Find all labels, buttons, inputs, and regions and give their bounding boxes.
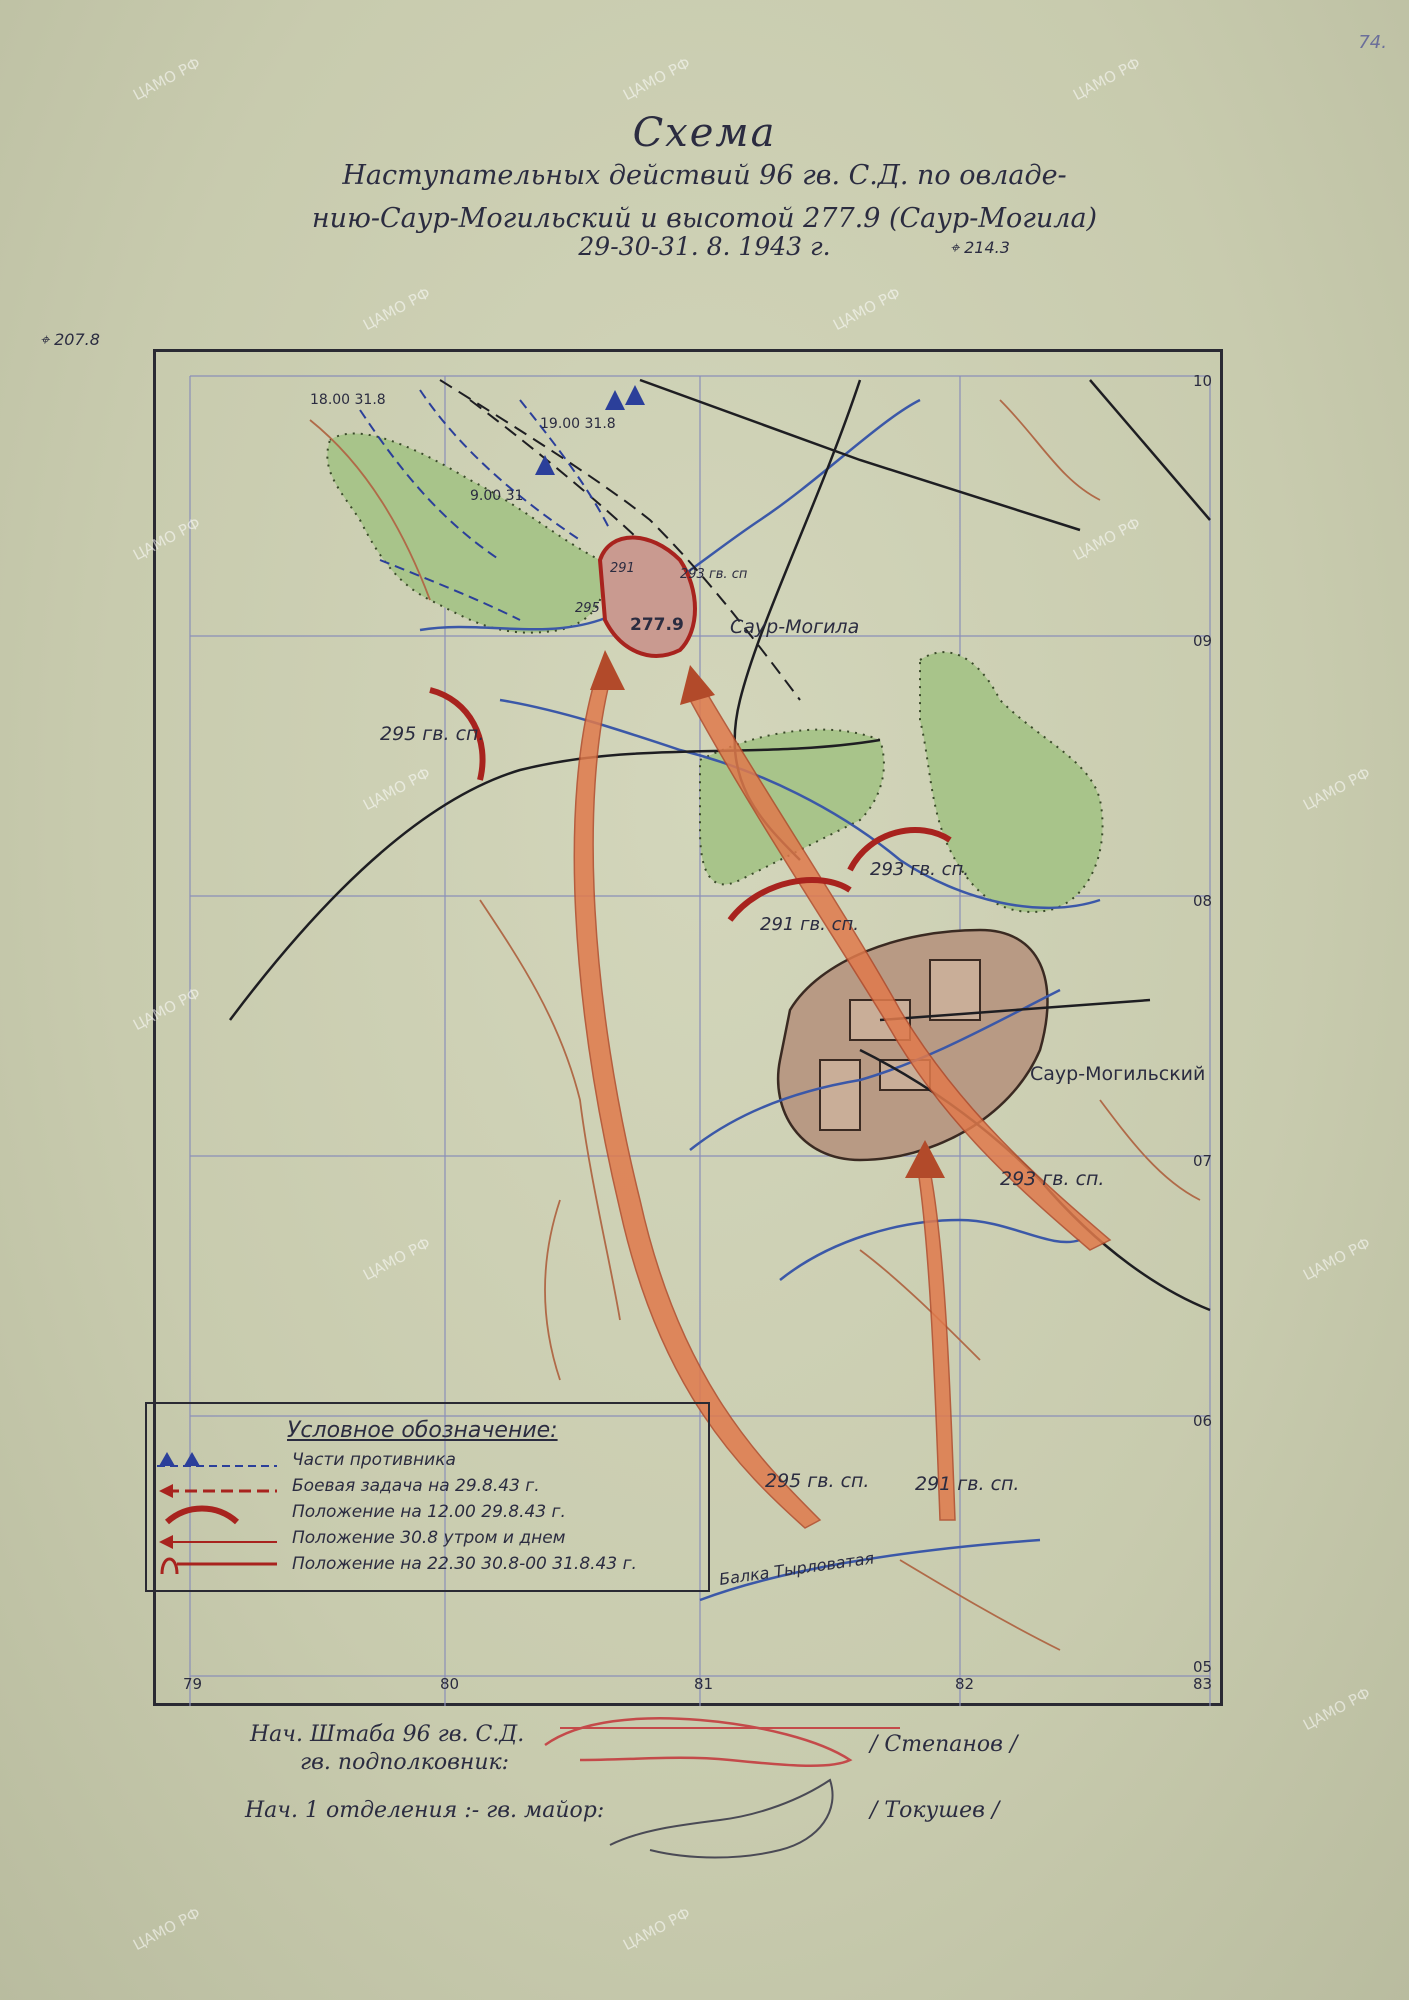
grid-x-82: 82: [955, 1675, 975, 1693]
watermark-stamp: ЦАМО РФ: [130, 53, 204, 105]
subtitle-line-3: 29-30-31. 8. 1943 г.: [578, 232, 831, 261]
unit-label-295-south: 295 гв. сп.: [765, 1470, 870, 1492]
label-saur-mogila: Саур-Могила: [730, 616, 860, 638]
road-2: [640, 380, 1080, 530]
hill-label: 277.9: [630, 615, 684, 635]
legend: [145, 1402, 710, 1592]
signature-department-chief: Нач. 1 отделения :- гв. майор:: [245, 1798, 605, 1823]
label-saur-mogilsky: Саур-Могильский: [1030, 1063, 1206, 1085]
grid-y-10: 10: [1193, 372, 1213, 390]
legend-symbol-task: [159, 1484, 277, 1498]
legend-item-position-12: Положение на 12.00 29.8.43 г.: [292, 1502, 566, 1522]
watermark-stamp: ЦАМО РФ: [130, 1903, 204, 1955]
legend-title: Условное обозначение:: [287, 1418, 558, 1443]
signature-chief-of-staff: Нач. Штаба 96 гв. С.Д.: [250, 1722, 525, 1747]
watermark-stamp: ЦАМО РФ: [1070, 513, 1144, 565]
grid-y-08: 08: [1193, 892, 1213, 910]
woods-areas: [327, 434, 1102, 912]
unit-label-293-south: 293 гв. сп.: [1000, 1168, 1105, 1190]
legend-symbol-position-30: [159, 1535, 277, 1549]
subtitle-line-2: нию-Саур-Могильский и высотой 277.9 (Саур-Могила): [311, 203, 1098, 234]
legend-symbol-position-12: [167, 1509, 237, 1523]
legend-symbol-enemy: [157, 1452, 277, 1466]
grid-y-07: 07: [1193, 1152, 1213, 1170]
watermark-stamp: ЦАМО РФ: [1300, 763, 1374, 815]
watermark-stamp: ЦАМО РФ: [830, 283, 904, 335]
unit-label-295-hill: 295: [575, 601, 600, 616]
watermark-stamp: ЦАМО РФ: [360, 283, 434, 335]
unit-label-291-hill: 291: [610, 561, 635, 576]
grid-x-80: 80: [440, 1675, 460, 1693]
signature-name-1: / Степанов /: [870, 1732, 1018, 1757]
label-balka: Балка Тырловатая: [717, 1548, 876, 1589]
grid-x-79: 79: [183, 1675, 203, 1693]
signature-rank-1: гв. подполковник:: [300, 1750, 510, 1775]
time-label-2: 19.00 31.8: [540, 416, 616, 432]
grid-x-81: 81: [694, 1675, 714, 1693]
watermark-stamp: ЦАМО РФ: [360, 1233, 434, 1285]
unit-label-295-left: 295 гв. сп.: [380, 723, 485, 745]
elevation-value-2: 214.3: [964, 238, 1010, 257]
watermark-stamp: ЦАМО РФ: [620, 1903, 694, 1955]
elevation-mark-1: ⌖ 207.8: [40, 330, 100, 349]
legend-symbol-position-22: [162, 1559, 277, 1574]
page-title: Схема: [632, 110, 777, 156]
watermark-stamp: ЦАМО РФ: [130, 983, 204, 1035]
legend-item-position-22: Положение на 22.30 30.8-00 31.8.43 г.: [292, 1554, 637, 1574]
subtitle-line-1: Наступательных действий 96 гв. С.Д. по овладе-: [342, 160, 1067, 191]
watermark-stamp: ЦАМО РФ: [1300, 1233, 1374, 1285]
attack-arrow-291: [918, 1170, 955, 1520]
legend-item-position-30: Положение 30.8 утром и днем: [292, 1528, 566, 1548]
legend-item-task: Боевая задача на 29.8.43 г.: [292, 1476, 540, 1496]
legend-symbols: [147, 1404, 287, 1594]
unit-label-293-hill: 293 гв. сп: [680, 567, 748, 582]
unit-label-291-south: 291 гв. сп.: [915, 1473, 1020, 1495]
watermark-stamp: ЦАМО РФ: [620, 53, 694, 105]
page-number: 74.: [1358, 32, 1387, 53]
road-4: [1090, 380, 1210, 520]
time-label-1: 18.00 31.8: [310, 392, 386, 408]
elevation-value-1: 207.8: [54, 330, 100, 349]
grid-y-06: 06: [1193, 1412, 1213, 1430]
legend-item-enemy: Части противника: [292, 1450, 456, 1470]
hill-277-9: [600, 538, 859, 656]
elevation-mark-2: ⌖ 214.3: [950, 238, 1010, 257]
grid-x-83: 83: [1193, 1675, 1213, 1693]
unit-label-293-mid: 293 гв. сп.: [870, 859, 969, 880]
grid-y-05: 05: [1193, 1658, 1213, 1676]
signature-name-2: / Токушев /: [870, 1798, 1000, 1823]
grid-y-09: 09: [1193, 632, 1213, 650]
watermark-stamp: ЦАМО РФ: [1300, 1683, 1374, 1735]
balka-tyrlovataya: [700, 1540, 1040, 1600]
watermark-stamp: ЦАМО РФ: [1070, 53, 1144, 105]
unit-label-291-mid: 291 гв. сп.: [760, 914, 859, 935]
watermark-stamp: ЦАМО РФ: [130, 513, 204, 565]
time-label-3: 9.00 31: [470, 488, 524, 504]
position-arcs: [430, 690, 950, 920]
watermark-stamp: ЦАМО РФ: [360, 763, 434, 815]
